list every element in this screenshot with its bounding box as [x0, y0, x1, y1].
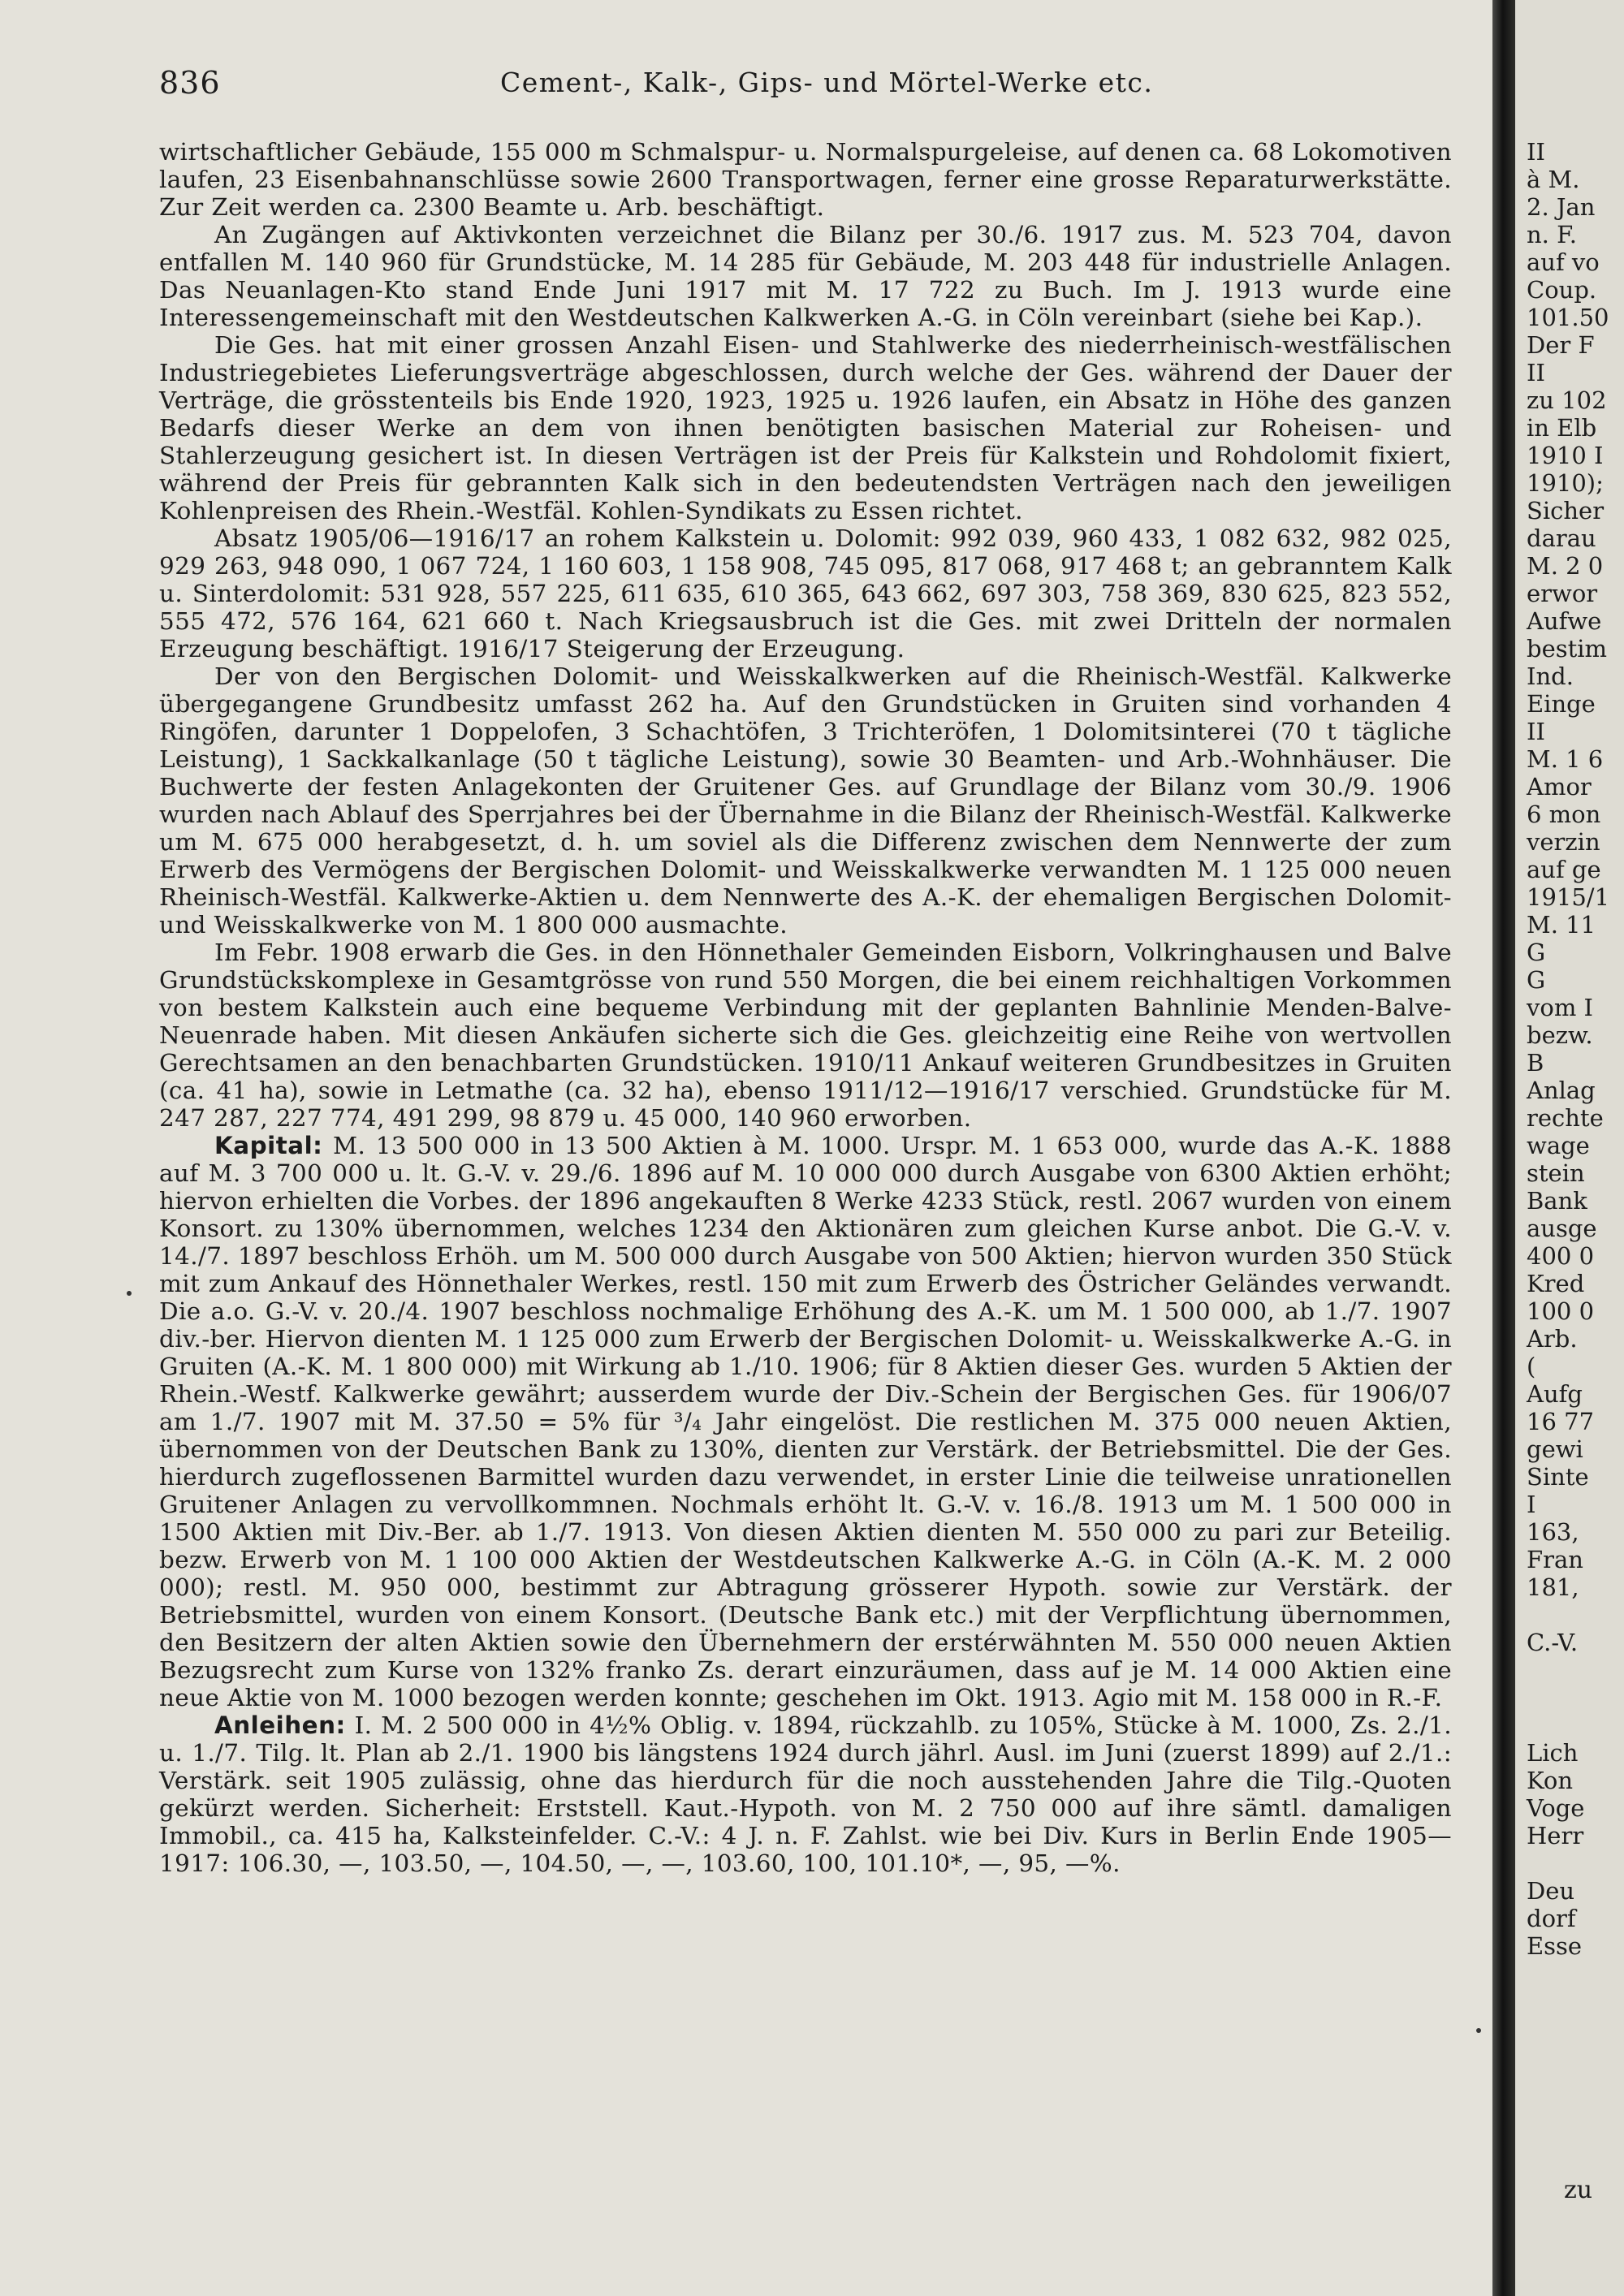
- anleihen-text: I. M. 2 500 000 in 4½% Oblig. v. 1894, rückzahlb. zu 105%, Stücke à M. 1000, Zs. 2./1. u. 1./7. Tilg. lt. Plan ab 2./1. 1900 bis längstens 1924 durch jährl. Ausl. im Juni (zuerst 1899) auf 2./1.: Verstärk. seit 1905 zulässig, ohne das hierdurch für die noch ausstehenden Jahre die Tilg.-Quoten gekürzt werden. Sicherheit: Erststell. Kaut.-Hypoth. von M. 2 750 000 auf ihre sämtl. damaligen Immobil., ca. 415 ha, Kalksteinfelder. C.-V.: 4 J. n. F. Zahlst. wie bei Div. Kurs in Berlin Ende 1905—1917: 106.30, —, 103.50, —, 104.50, —, —, 103.60, 100, 101.10*, —, 95, —%.: [159, 1711, 1452, 1877]
- adjacent-page-line: Lich: [1527, 1739, 1579, 1767]
- adjacent-page-line: Arb.: [1527, 1325, 1578, 1353]
- adjacent-page-line: Voge: [1527, 1794, 1585, 1822]
- adjacent-page-line: B: [1527, 1049, 1544, 1077]
- adjacent-page-line: C.-V.: [1527, 1629, 1579, 1656]
- kapital-text: M. 13 500 000 in 13 500 Aktien à M. 1000. Urspr. M. 1 653 000, wurde das A.-K. 1888 auf M. 3 700 000 u. lt. G.-V. v. 29./6. 1896 auf M. 10 000 000 durch Ausgabe von 6300 Aktien erhöht; hiervon erhielten die Vorbes. der 1896 angekauften 8 Werke 4233 Stück, restl. 2067 wurden von einem Konsort. zu 130% übernommen, welches 1234 den Aktionären zum gleichen Kurse anbot. Die G.-V. v. 14./7. 1897 beschloss Erhöh. um M. 500 000 durch Ausgabe von 500 Aktien; hiervon wurden 350 Stück mit zum Ankauf des Hönnethaler Werkes, restl. 150 mit zum Erwerb des Östricher Geländes verwandt. Die a.o. G.-V. v. 20./4. 1907 beschloss nochmalige Erhöhung des A.-K. um M. 1 500 000, ab 1./7. 1907 div.-ber. Hiervon dienten M. 1 125 000 zum Erwerb der Bergischen Dolomit- u. Weisskalkwerke A.-G. in Gruiten (A.-K. M. 1 800 000) mit Wirkung ab 1./10. 1906; für 8 Aktien dieser Ges. wurden 5 Aktien der Rhein.-Westf. Kalkwerke gewährt; ausserdem wurde der Div.-Schein der Bergischen Ges. für 1906/07 am 1./7. 1907 mit M. 37.50 = 5% für ³/₄ Jahr eingelöst. Die restlichen M. 375 000 neuen Aktien, übernommen von der Deutschen Bank zu 130%, dienten zur Verstärk. der Betriebsmittel. Die der Ges. hierdurch zugeflossenen Barmittel wurden dazu verwendet, in erster Linie die teilweise unrationellen Gruitener Anlagen zu vervollkommnen. Nochmals erhöht lt. G.-V. v. 16./8. 1913 um M. 1 500 000 in 1500 Aktien mit Div.-Ber. ab 1./7. 1913. Von diesen Aktien dienten M. 550 000 zu pari zur Beteilig. bezw. Erwerb von M. 1 100 000 Aktien der Westdeutschen Kalkwerke A.-G. in Cöln (A.-K. M. 2 000 000); restl. M. 950 000, bestimmt zur Abtragung grösserer Hypoth. sowie zur Verstärk. der Betriebsmittel, wurden von einem Konsort. (Deutsche Bank etc.) mit der Verpflichtung übernommen, den Besitzern der alten Aktien sowie den Übernehmern der erstérwähnten M. 550 000 neuen Aktien Bezugsrecht zum Kurse von 132% franko Zs. derart einzuräumen, dass auf je M. 14 000 Aktien eine neue Aktie von M. 1000 bezogen werden konnte; geschehen im Okt. 1913. Agio mit M. 158 000 in R.-F.: [159, 1132, 1452, 1711]
- adjacent-page-line: Aufwe: [1527, 607, 1602, 635]
- paragraph-kapital: [159, 1132, 1452, 1711]
- body-text: [159, 138, 1452, 1877]
- adjacent-page-line: M. 1 6: [1527, 745, 1604, 773]
- adjacent-page-line: 6 mon: [1527, 801, 1601, 828]
- adjacent-page-line: ausge: [1527, 1215, 1597, 1242]
- adjacent-page-line: zu 102: [1527, 386, 1607, 414]
- adjacent-page-line: Aufg: [1527, 1380, 1583, 1408]
- paragraph-facilities: wirtschaftlicher Gebäude, 155 000 m Schmalspur- u. Normalspurgeleise, auf denen ca. 68 Lokomotiven laufen, 23 Eisenbahnanschlüsse sowie 2600 Transportwagen, ferner eine grosse Reparaturwerkstätte. Zur Zeit werden ca. 2300 Beamte u. Arb. beschäftigt.: [159, 138, 1452, 221]
- adjacent-page-line: [1527, 1711, 1624, 1739]
- adjacent-page-line: 1910);: [1527, 469, 1604, 497]
- adjacent-page-line: erwor: [1527, 580, 1598, 607]
- adjacent-page-line: (: [1527, 1353, 1536, 1380]
- adjacent-page-line: Sicher: [1527, 497, 1605, 524]
- adjacent-page-line: dorf: [1527, 1905, 1576, 1932]
- adjacent-page-line: 101.50: [1527, 304, 1609, 331]
- adjacent-page-line: rechte: [1527, 1104, 1604, 1132]
- adjacent-page-line: I: [1527, 1491, 1536, 1518]
- adjacent-page-line: 16 77: [1527, 1408, 1595, 1435]
- section-label-anleihen: Anleihen:: [214, 1711, 346, 1739]
- adjacent-page-line: 1910 I: [1527, 442, 1604, 469]
- adjacent-page-line: stein: [1527, 1159, 1585, 1187]
- adjacent-page-line: 400 0: [1527, 1242, 1595, 1270]
- adjacent-page-line: II: [1527, 359, 1545, 386]
- print-speck: [127, 1291, 132, 1296]
- adjacent-page-line: [1527, 1849, 1624, 1877]
- adjacent-page-line: gewi: [1527, 1435, 1583, 1463]
- paragraph-balance-additions: An Zugängen auf Aktivkonten verzeichnet die Bilanz per 30./6. 1917 zus. M. 523 704, davon entfallen M. 140 960 für Grundstücke, M. 14 285 für Gebäude, M. 203 448 für industrielle Anlagen. Das Neuanlagen-Kto stand Ende Juni 1917 mit M. 17 722 zu Buch. Im J. 1913 wurde eine Interessengemeinschaft mit den Westdeutschen Kalkwerken A.-G. in Cöln vereinbart (siehe bei Kap.).: [159, 221, 1452, 331]
- adjacent-page-line: M. 2 0: [1527, 552, 1604, 580]
- adjacent-page-line: 100 0: [1527, 1297, 1595, 1325]
- adjacent-page-line: Deu: [1527, 1877, 1575, 1905]
- adjacent-page-line: darau: [1527, 524, 1596, 552]
- adjacent-page-line: 2. Jan: [1527, 193, 1596, 221]
- adjacent-page-line: 1915/1: [1527, 883, 1610, 911]
- adjacent-page-lines: [1527, 138, 1624, 1960]
- print-speck: [1476, 2028, 1481, 2033]
- adjacent-page-line: auf vo: [1527, 248, 1600, 276]
- paragraph-acquisitions: Im Febr. 1908 erwarb die Ges. in den Hönnethaler Gemeinden Eisborn, Volkringhausen und Balve Grundstückskomplexe in Gesamtgrösse von rund 550 Morgen, die bei einem reichhaltigen Vorkommen von bestem Kalkstein auch eine bequeme Verbindung mit der geplanten Bahnlinie Menden-Balve-Neuenrade haben. Mit diesen Ankäufen sicherte sich die Ges. gleichzeitig eine Reihe von wertvollen Gerechtsamen an den benachbarten Grundstücken. 1910/11 Ankauf weiteren Grundbesitzes in Gruiten (ca. 41 ha), sowie in Letmathe (ca. 32 ha), ebenso 1911/12—1916/17 verschied. Grundstücke für M. 247 287, 227 774, 491 299, 98 879 u. 45 000, 140 960 erworben.: [159, 939, 1452, 1132]
- adjacent-page-line: II: [1527, 138, 1545, 166]
- adjacent-page-line: 181,: [1527, 1573, 1579, 1601]
- adjacent-page-line: [1527, 1601, 1624, 1629]
- adjacent-page-line: Sinte: [1527, 1463, 1589, 1491]
- adjacent-page-line: à M.: [1527, 166, 1580, 193]
- adjacent-page-line: in Elb: [1527, 414, 1597, 442]
- adjacent-page-line: [1527, 1684, 1624, 1711]
- adjacent-page-line: Der F: [1527, 331, 1595, 359]
- adjacent-page-line: auf ge: [1527, 856, 1601, 883]
- paragraph-land-holdings: Der von den Bergischen Dolomit- und Weisskalkwerken auf die Rheinisch-Westfäl. Kalkwerke übergegangene Grundbesitz umfasst 262 ha. Auf den Grundstücken in Gruiten sind vorhanden 4 Ringöfen, darunter 1 Doppelofen, 3 Schachtöfen, 3 Trichteröfen, 1 Dolomitsinterei (70 t tägliche Leistung), 1 Sackkalkanlage (50 t tägliche Leistung), sowie 30 Beamten- und Arb.-Wohnhäuser. Die Buchwerte der festen Anlagekonten der Gruitener Ges. auf Grundlage der Bilanz vom 30./9. 1906 wurden nach Ablauf des Sperrjahres bei der Übernahme in die Bilanz der Rheinisch-Westfäl. Kalkwerke um M. 675 000 herabgesetzt, d. h. um soviel als die Differenz zwischen dem Nennwerte der zum Erwerb des Vermögens der Bergischen Dolomit- und Weisskalkwerke verwandten M. 1 125 000 neuen Rheinisch-Westfäl. Kalkwerke-Aktien u. dem Nennwerte des A.-K. der ehemaligen Bergischen Dolomit- und Weisskalkwerke von M. 1 800 000 ausmachte.: [159, 662, 1452, 939]
- adjacent-page-line: Kon: [1527, 1767, 1574, 1794]
- adjacent-page-line: Herr: [1527, 1822, 1584, 1849]
- paragraph-anleihen: [159, 1711, 1452, 1877]
- adjacent-page-line: 163,: [1527, 1518, 1579, 1546]
- adjacent-page-line: Anlag: [1527, 1077, 1596, 1104]
- page-number: 836: [159, 65, 221, 101]
- adjacent-page-line: Fran: [1527, 1546, 1583, 1573]
- adjacent-page-line: Kred: [1527, 1270, 1585, 1297]
- adjacent-page-line: bestim: [1527, 635, 1608, 662]
- adjacent-page-line: verzin: [1527, 828, 1600, 856]
- adjacent-page-line: Ind.: [1527, 662, 1574, 690]
- adjacent-page-line: Coup.: [1527, 276, 1597, 304]
- adjacent-page-line: M. 11: [1527, 911, 1596, 939]
- adjacent-page-bottom-text: zu: [1564, 2176, 1593, 2204]
- adjacent-page-line: Amor: [1527, 773, 1592, 801]
- section-label-kapital: Kapital:: [214, 1132, 323, 1159]
- adjacent-page-line: Bank: [1527, 1187, 1587, 1215]
- adjacent-page-line: Einge: [1527, 690, 1596, 718]
- adjacent-page-line: G: [1527, 966, 1546, 994]
- paragraph-sales: Absatz 1905/06—1916/17 an rohem Kalkstein u. Dolomit: 992 039, 960 433, 1 082 632, 982 025, 929 263, 948 090, 1 067 724, 1 160 603, 1 158 908, 745 095, 817 068, 917 468 t; an gebranntem Kalk u. Sinterdolomit: 531 928, 557 225, 611 635, 610 365, 643 662, 697 303, 758 369, 830 625, 823 552, 555 472, 576 164, 621 660 t. Nach Kriegsausbruch ist die Ges. mit zwei Dritteln der normalen Erzeugung beschäftigt. 1916/17 Steigerung der Erzeugung.: [159, 524, 1452, 662]
- running-title: Cement-, Kalk-, Gips- und Mörtel-Werke etc.: [500, 67, 1154, 98]
- adjacent-page-line: [1527, 1656, 1624, 1684]
- adjacent-page-line: wage: [1527, 1132, 1590, 1159]
- page-header: [159, 65, 1458, 114]
- adjacent-page-line: Esse: [1527, 1932, 1583, 1960]
- adjacent-page-line: bezw.: [1527, 1021, 1593, 1049]
- paragraph-supply-contracts: Die Ges. hat mit einer grossen Anzahl Eisen- und Stahlwerke des niederrheinisch-westfälischen Industriegebietes Lieferungsverträge abgeschlossen, durch welche der Ges. während der Dauer der Verträge, die grösstenteils bis Ende 1920, 1923, 1925 u. 1926 laufen, ein Absatz in Höhe des ganzen Bedarfs dieser Werke an dem von ihnen benötigten basischen Material zur Roheisen- und Stahlerzeugung gesichert ist. In diesen Verträgen ist der Preis für Kalkstein und Rohdolomit fixiert, während der Preis für gebrannten Kalk sich in den bedeutendsten Verträgen nach den jeweiligen Kohlenpreisen des Rhein.-Westfäl. Kohlen-Syndikats zu Essen richtet.: [159, 331, 1452, 524]
- adjacent-page-line: II: [1527, 718, 1545, 745]
- adjacent-page-edge: [1515, 0, 1624, 2296]
- book-gutter: [1492, 0, 1515, 2296]
- adjacent-page-line: G: [1527, 939, 1546, 966]
- adjacent-page-line: n. F.: [1527, 221, 1577, 248]
- adjacent-page-line: vom I: [1527, 994, 1594, 1021]
